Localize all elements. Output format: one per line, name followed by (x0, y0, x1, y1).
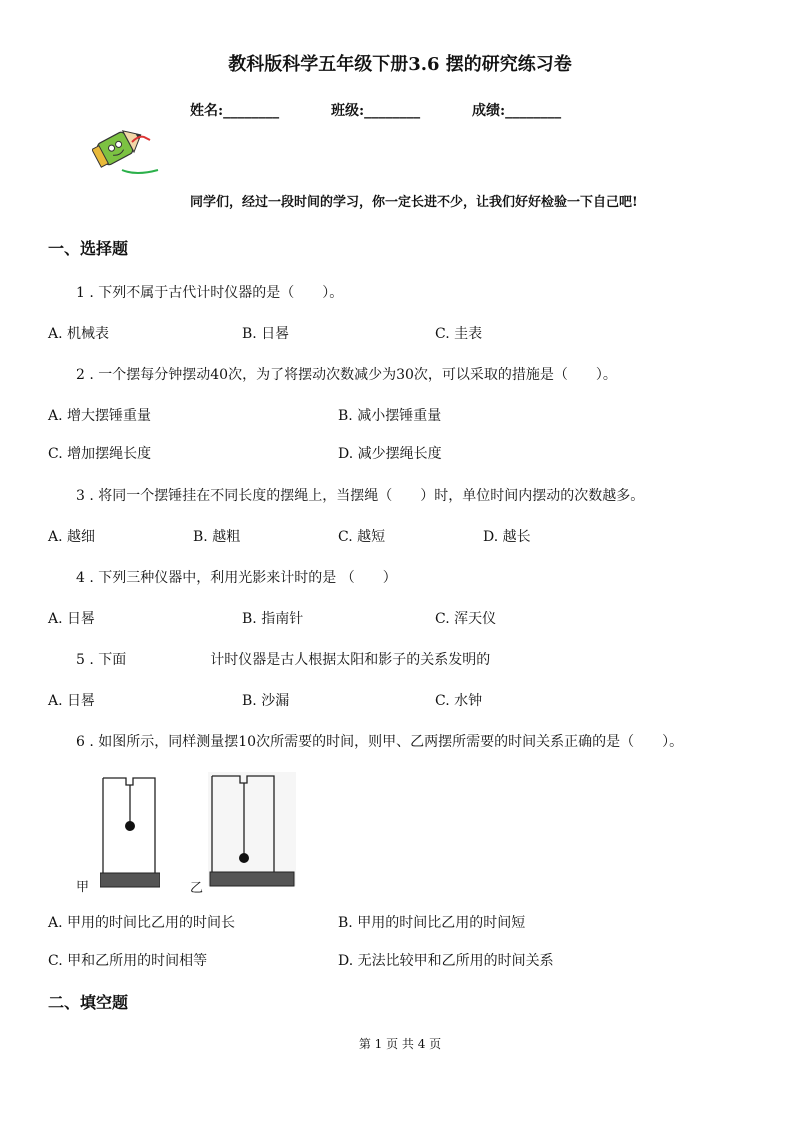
q3-option-b: B. 越粗 (193, 529, 241, 545)
pendulum-jia-label: 甲 (76, 880, 90, 895)
question-1: 1 . 下列不属于古代计时仪器的是（ ）。 (76, 285, 344, 301)
q1-option-c: C. 圭表 (435, 326, 483, 342)
q6-option-a: A. 甲用的时间比乙用的时间长 (48, 915, 236, 931)
pendulum-yi-figure (208, 772, 298, 888)
intro-text: 同学们，经过一段时间的学习，你一定长进不少，让我们好好检验一下自己吧! (190, 195, 638, 210)
question-2: 2 . 一个摆每分钟摆动40次，为了将摆动次数减少为30次，可以采取的措施是（ ）。 (76, 367, 617, 383)
name-field: 姓名:________ (190, 103, 280, 119)
q6-option-d: D. 无法比较甲和乙所用的时间关系 (338, 953, 554, 969)
class-field: 班级:________ (331, 103, 421, 119)
q2-option-c: C. 增加摆绳长度 (48, 446, 152, 462)
pendulum-yi-label: 乙 (190, 881, 204, 896)
page-title: 教科版科学五年级下册3.6 摆的研究练习卷 (228, 54, 572, 75)
q4-option-b: B. 指南针 (242, 611, 304, 627)
q4-option-a: A. 日晷 (48, 611, 96, 627)
q2-option-d: D. 减少摆绳长度 (338, 446, 442, 462)
page-footer: 第 1 页 共 4 页 (358, 1037, 442, 1051)
q5-option-b: B. 沙漏 (242, 693, 290, 709)
q6-option-b: B. 甲用的时间比乙用的时间短 (338, 915, 526, 931)
q1-option-a: A. 机械表 (48, 326, 110, 342)
q4-option-c: C. 浑天仪 (435, 611, 497, 627)
question-6: 6 . 如图所示，同样测量摆10次所需要的时间，则甲、乙两摆所需要的时间关系正确的是（ ）。 (76, 734, 684, 750)
pencil-mascot-icon (92, 124, 162, 176)
score-field: 成绩:________ (472, 103, 562, 119)
q3-option-c: C. 越短 (338, 529, 386, 545)
q5-option-c: C. 水钟 (435, 693, 483, 709)
q2-option-b: B. 减小摆锤重量 (338, 408, 442, 424)
section-fill-heading: 二、填空题 (48, 993, 129, 1012)
q1-option-b: B. 日晷 (242, 326, 290, 342)
q5-option-a: A. 日晷 (48, 693, 96, 709)
q3-option-a: A. 越细 (48, 529, 96, 545)
pendulum-jia-figure (100, 775, 160, 889)
q2-option-a: A. 增大摆锤重量 (48, 408, 152, 424)
question-3: 3 . 将同一个摆锤挂在不同长度的摆绳上，当摆绳（ ）时，单位时间内摆动的次数越多。 (76, 488, 645, 504)
question-4: 4 . 下列三种仪器中，利用光影来计时的是 （ ） (76, 570, 397, 586)
section-choice-heading: 一、选择题 (48, 239, 129, 258)
q3-option-d: D. 越长 (483, 529, 531, 545)
q6-option-c: C. 甲和乙所用的时间相等 (48, 953, 208, 969)
question-5: 5 . 下面 计时仪器是古人根据太阳和影子的关系发明的 (76, 652, 491, 668)
